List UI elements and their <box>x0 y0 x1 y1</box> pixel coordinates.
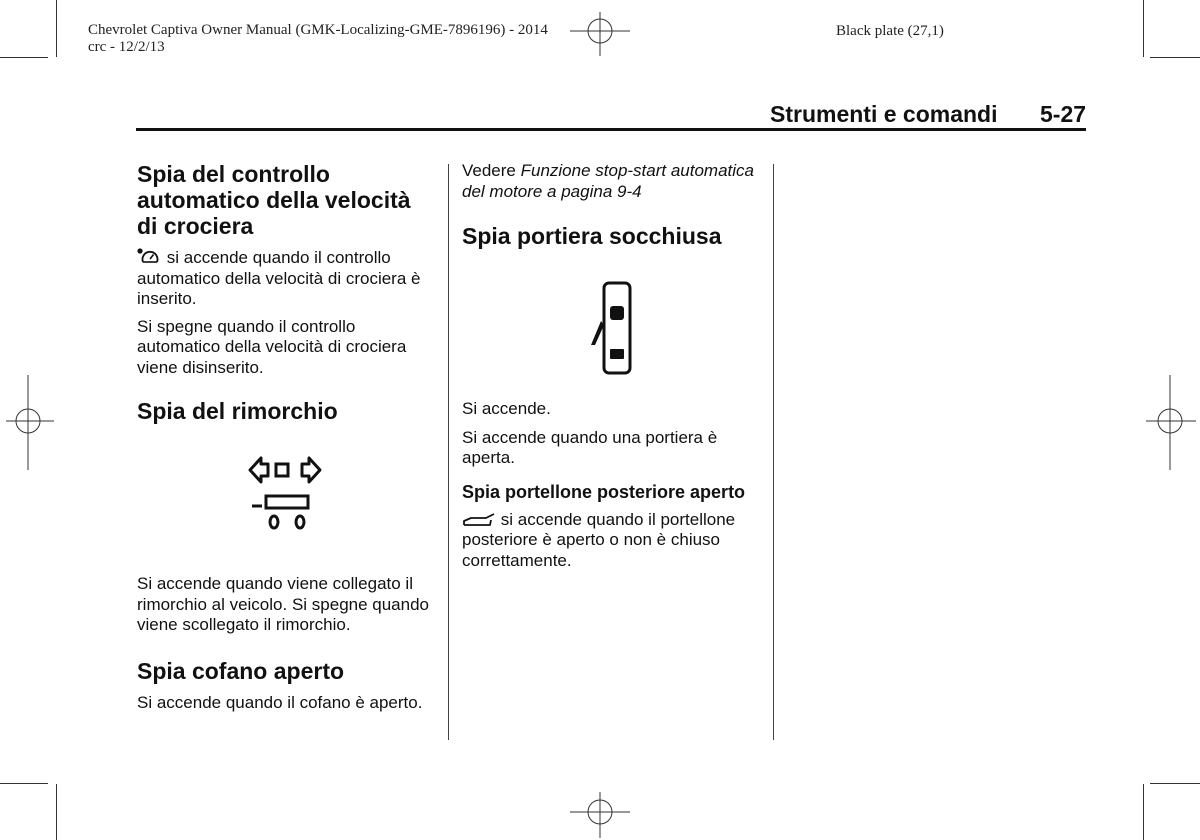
trailer-warning-icon <box>246 454 326 539</box>
trailer-figure <box>137 424 437 574</box>
cruise-control-paragraph-1 <box>137 248 437 310</box>
cruise-control-heading: Spia del controllo automatico della velocità di crociera <box>137 161 411 239</box>
liftgate-paragraph <box>462 510 762 572</box>
registration-mark-right <box>1146 375 1200 470</box>
page-number: 5-27 <box>1040 101 1087 127</box>
door-ajar-paragraph-1: Si accende. <box>462 399 551 418</box>
trailer-heading: Spia del rimorchio <box>137 398 338 424</box>
column-divider-2 <box>773 164 774 740</box>
print-header-line2: crc - 12/2/13 <box>88 39 165 55</box>
column-1 <box>137 161 437 713</box>
stop-start-reference-link[interactable]: Funzione stop-start automatica del motore a pagina 9-4 <box>462 161 755 201</box>
liftgate-open-icon <box>462 512 496 528</box>
door-figure <box>462 249 762 399</box>
liftgate-heading: Spia portellone posteriore aperto <box>462 481 746 502</box>
header-rule <box>136 128 1086 131</box>
door-ajar-icon <box>586 279 638 379</box>
print-header-info <box>88 22 548 56</box>
print-plate-label: Black plate (27,1) <box>836 23 944 39</box>
registration-mark-left <box>4 375 54 470</box>
registration-mark-top <box>570 8 630 58</box>
column-2 <box>462 161 762 571</box>
door-ajar-paragraph-2: Si accende quando una portiera è aperta. <box>462 427 718 467</box>
section-title: Strumenti e comandi <box>770 101 998 127</box>
registration-mark-bottom <box>570 790 630 840</box>
door-ajar-heading: Spia portiera socchiusa <box>462 223 722 249</box>
hood-paragraph: Si accende quando il cofano è aperto. <box>137 692 423 712</box>
trailer-paragraph: Si accende quando viene collegato il rimorchio al veicolo. Si spegne quando viene scollegato il rimorchio. <box>137 574 430 634</box>
cruise-control-text-1: si accende quando il controllo automatico della velocità di crociera è inserito. <box>137 248 421 308</box>
cruise-control-icon <box>137 248 162 266</box>
print-header-line1: Chevrolet Captiva Owner Manual (GMK-Localizing-GME-7896196) - 2014 <box>88 22 548 38</box>
stop-start-reference <box>462 161 762 202</box>
reference-prefix: Vedere <box>462 161 521 180</box>
cruise-control-paragraph-2: Si spegne quando il controllo automatico della velocità di crociera viene disinserito. <box>137 316 407 377</box>
liftgate-text: si accende quando il portellone posteriore è aperto o non è chiuso correttamente. <box>462 509 736 570</box>
column-divider-1 <box>448 164 449 740</box>
hood-heading: Spia cofano aperto <box>137 657 345 684</box>
